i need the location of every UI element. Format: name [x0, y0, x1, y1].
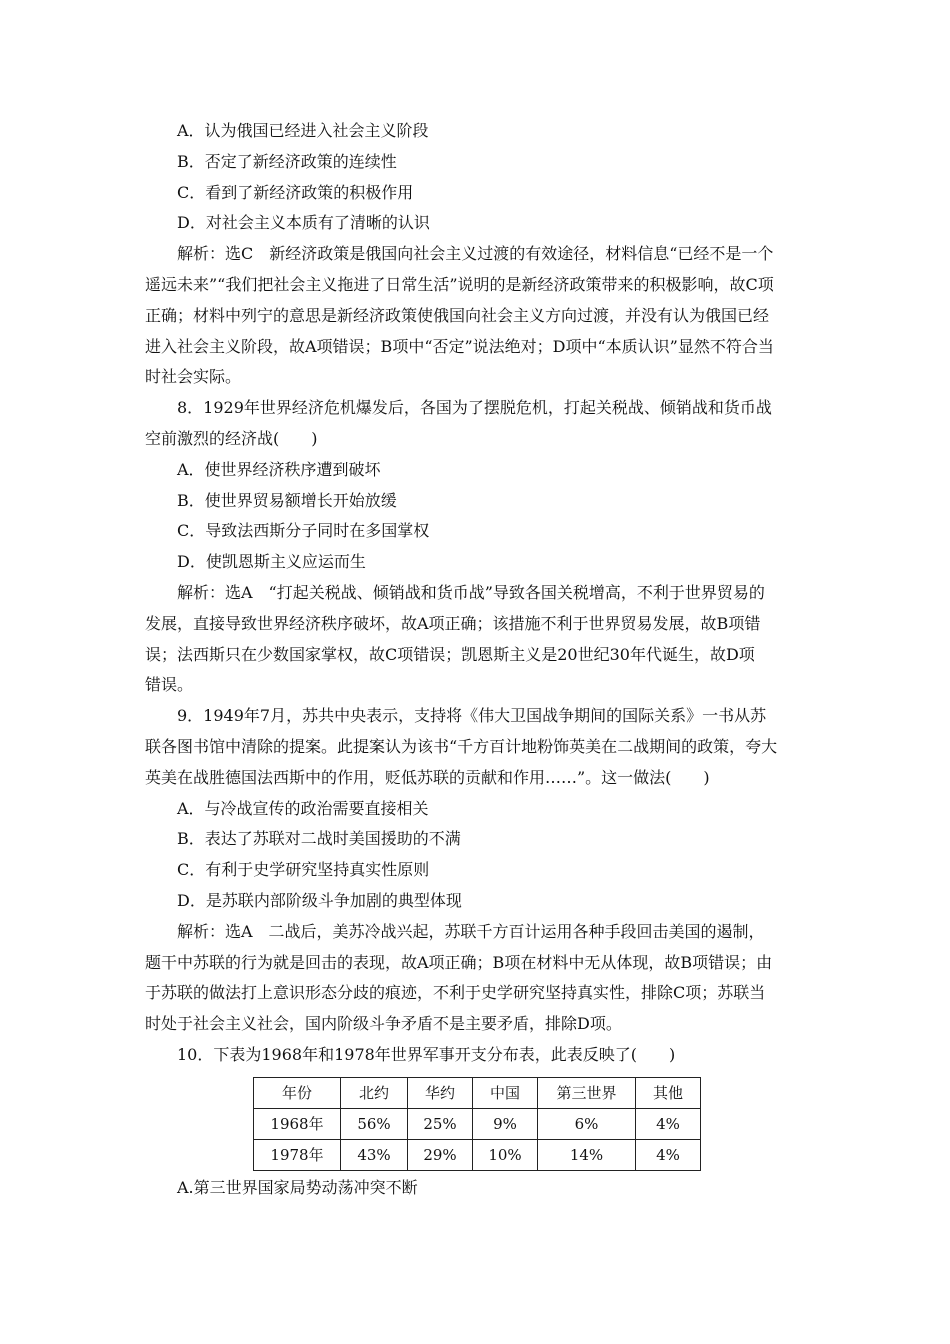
- table-cell: 9%: [473, 1108, 538, 1139]
- q7-option-b: B．否定了新经济政策的连续性: [177, 151, 397, 171]
- q8-analysis: [145, 578, 815, 701]
- q9-analysis-line: 题干中苏联的行为就是回击的表现，故A项正确；B项在材料中无从体现，故B项错误；由: [145, 952, 773, 972]
- q9-stem-line: 联各图书馆中清除的提案。此提案认为该书“千方百计地粉饰英美在二战期间的政策，夸大: [145, 736, 778, 756]
- table-cell: 25%: [408, 1108, 473, 1139]
- document-body: [145, 116, 815, 1204]
- q9-analysis-line: 于苏联的做法打上意识形态分歧的痕迹，不利于史学研究坚持真实性，排除C项；苏联当: [145, 983, 766, 1003]
- q7-analysis-line: 正确；材料中列宁的意思是新经济政策使俄国向社会主义方向过渡，并没有认为俄国已经: [145, 305, 770, 325]
- q7-analysis-line: 进入社会主义阶段，故A项错误；B项中“否定”说法绝对；D项中“本质认识”显然不符合当: [145, 336, 774, 356]
- table-header-cell: 北约: [341, 1077, 408, 1108]
- q9-stem: [145, 701, 815, 793]
- table-row: [254, 1139, 701, 1170]
- table-cell: 4%: [636, 1139, 701, 1170]
- table-cell: 10%: [473, 1139, 538, 1170]
- q8-stem-line: 空前激烈的经济战( ): [145, 428, 318, 448]
- q9-option-a: A．与冷战宣传的政治需要直接相关: [177, 798, 429, 818]
- table-cell: 1978年: [254, 1139, 341, 1170]
- table-header-cell: 华约: [408, 1077, 473, 1108]
- q10-option-a: A.第三世界国家局势动荡冲突不断: [177, 1177, 418, 1197]
- q8-analysis-line: 错误。: [145, 675, 194, 695]
- q7-option-c: C．看到了新经济政策的积极作用: [177, 182, 414, 202]
- q9-stem-line: 9．1949年7月，苏共中央表示，支持将《伟大卫国战争期间的国际关系》一书从苏: [177, 706, 767, 726]
- q7-option-a: A．认为俄国已经进入社会主义阶段: [177, 121, 429, 140]
- q7-analysis-line: 解析：选C 新经济政策是俄国向社会主义过渡的有效途径，材料信息“已经不是一个: [177, 244, 774, 264]
- q7-analysis: [145, 239, 815, 393]
- q8-option-c: C．导致法西斯分子同时在多国掌权: [177, 521, 430, 541]
- q8-analysis-line: 误；法西斯只在少数国家掌权，故C项错误；凯恩斯主义是20世纪30年代诞生，故D项: [145, 644, 755, 664]
- q8-stem-line: 8．1929年世界经济危机爆发后，各国为了摆脱危机，打起关税战、倾销战和货币战: [177, 398, 772, 418]
- q10-stem: 10．下表为1968年和1978年世界军事开支分布表，此表反映了( ): [177, 1044, 676, 1064]
- q8-stem: [145, 393, 815, 455]
- q9-option-c: C．有利于史学研究坚持真实性原则: [177, 860, 430, 880]
- table-header-row: [254, 1077, 701, 1108]
- q9-option-b: B．表达了苏联对二战时美国援助的不满: [177, 829, 461, 849]
- table-cell: 6%: [538, 1108, 636, 1139]
- q7-option-d: D．对社会主义本质有了清晰的认识: [177, 213, 430, 233]
- q8-analysis-line: 解析：选A “打起关税战、倾销战和货币战”导致各国关税增高，不利于世界贸易的: [177, 582, 765, 602]
- table-row: [254, 1108, 701, 1139]
- q8-options: [145, 455, 815, 578]
- q7-options: [145, 116, 815, 239]
- table-header-cell: 其他: [636, 1077, 701, 1108]
- q9-analysis-line: 时处于社会主义社会，国内阶级斗争矛盾不是主要矛盾，排除D项。: [145, 1014, 622, 1034]
- table-cell: 4%: [636, 1108, 701, 1139]
- table-cell: 14%: [538, 1139, 636, 1170]
- q9-options: [145, 794, 815, 917]
- military-spending-table: [253, 1077, 701, 1171]
- q9-stem-line: 英美在战胜德国法西斯中的作用，贬低苏联的贡献和作用……”。这一做法( ): [145, 767, 710, 787]
- table-cell: 43%: [341, 1139, 408, 1170]
- q9-analysis-line: 解析：选A 二战后，美苏冷战兴起，苏联千方百计运用各种手段回击美国的遏制，: [177, 921, 765, 941]
- q9-analysis: [145, 917, 815, 1040]
- military-spending-table-wrap: [253, 1077, 815, 1171]
- q8-analysis-line: 发展，直接导致世界经济秩序破坏，故A项正确；该措施不利于世界贸易发展，故B项错: [145, 613, 761, 633]
- table-cell: 56%: [341, 1108, 408, 1139]
- table-header-cell: 第三世界: [538, 1077, 636, 1108]
- q7-analysis-line: 遥远未来”“我们把社会主义拖进了日常生活”说明的是新经济政策带来的积极影响，故C项: [145, 274, 774, 294]
- q7-analysis-line: 时社会实际。: [145, 367, 242, 387]
- q9-option-d: D．是苏联内部阶级斗争加剧的典型体现: [177, 890, 462, 910]
- q8-option-a: A．使世界经济秩序遭到破坏: [177, 459, 381, 479]
- q8-option-b: B．使世界贸易额增长开始放缓: [177, 490, 397, 510]
- table-cell: 29%: [408, 1139, 473, 1170]
- table-header-cell: 中国: [473, 1077, 538, 1108]
- q8-option-d: D．使凯恩斯主义应运而生: [177, 552, 366, 572]
- table-cell: 1968年: [254, 1108, 341, 1139]
- table-header-cell: 年份: [254, 1077, 341, 1108]
